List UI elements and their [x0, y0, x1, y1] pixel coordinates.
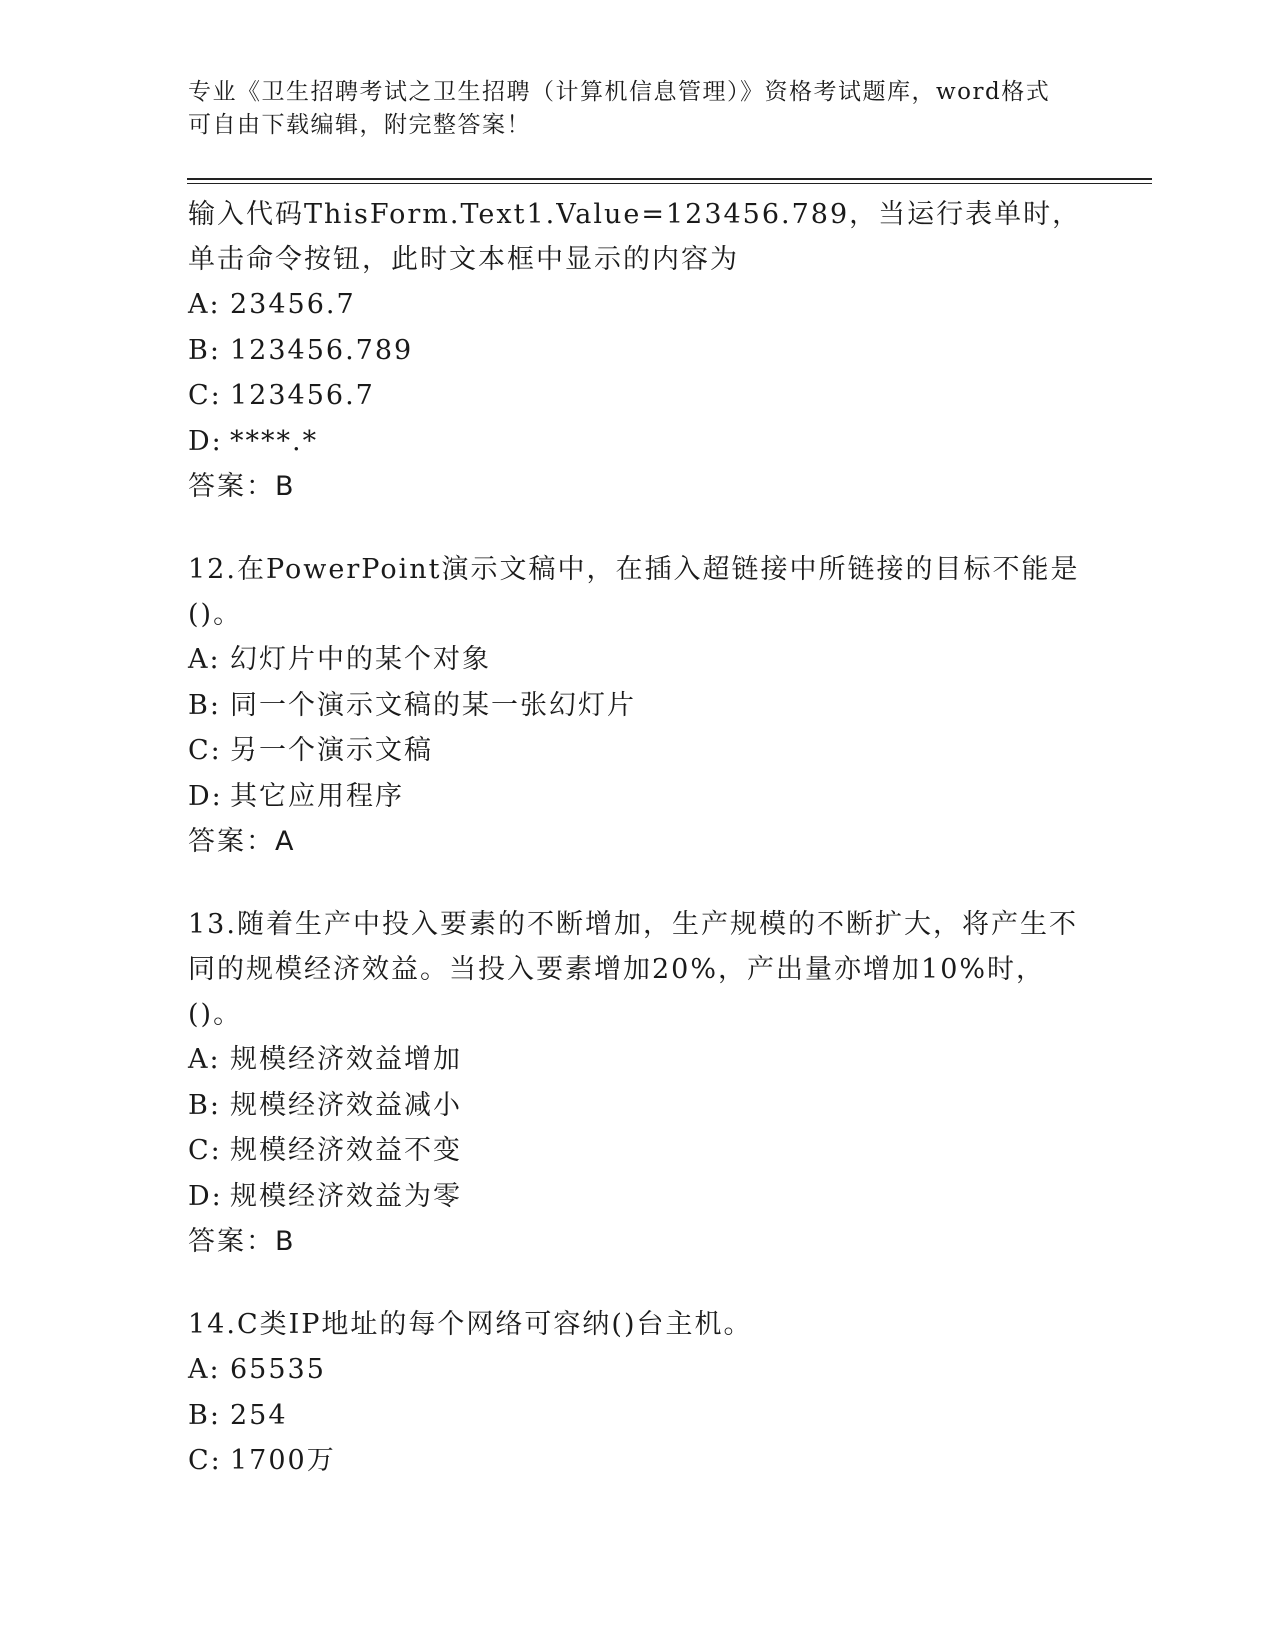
header-divider-thick — [187, 178, 1152, 180]
option-label: C: — [188, 1135, 222, 1166]
option-text: 规模经济效益减小 — [230, 1089, 462, 1121]
option-c — [188, 728, 1088, 774]
option-a — [188, 1037, 1088, 1083]
option-a — [188, 282, 1088, 328]
option-c — [188, 1438, 1088, 1484]
option-b — [188, 683, 1088, 729]
question-item — [188, 902, 1088, 1264]
question-text: 13.随着生产中投入要素的不断增加，生产规模的不断扩大，将产生不同的规模经济效益。当投入要素增加20%，产出量亦增加10%时，()。 — [188, 909, 1078, 1030]
option-a — [188, 1347, 1088, 1393]
option-a — [188, 637, 1088, 683]
option-text: 同一个演示文稿的某一张幻灯片 — [230, 689, 636, 721]
option-c — [188, 373, 1088, 419]
option-label: D: — [188, 780, 223, 812]
option-text: 幻灯片中的某个对象 — [230, 644, 491, 675]
option-text: 1700万 — [230, 1445, 336, 1476]
question-text: 14.C类IP地址的每个网络可容纳()台主机。 — [188, 1309, 753, 1340]
option-label: B: — [188, 1399, 221, 1431]
header-divider-thin — [187, 183, 1152, 184]
option-d — [188, 1174, 1088, 1220]
answer-line: 答案：A — [188, 826, 296, 857]
option-label: D: — [188, 425, 223, 457]
question-item — [188, 547, 1088, 864]
option-label: B: — [188, 334, 221, 366]
question-item — [188, 192, 1088, 509]
option-text: 另一个演示文稿 — [230, 735, 433, 766]
question-text: 12.在PowerPoint演示文稿中，在插入超链接中所链接的目标不能是()。 — [188, 554, 1080, 630]
option-text: 其它应用程序 — [230, 780, 404, 812]
option-text: 规模经济效益为零 — [230, 1180, 462, 1212]
option-label: D: — [188, 1180, 223, 1212]
option-c — [188, 1128, 1088, 1174]
option-label: B: — [188, 1089, 221, 1121]
option-text: 123456.789 — [230, 334, 414, 366]
answer-line: 答案：B — [188, 471, 296, 502]
option-label: A: — [188, 289, 221, 320]
question-text: 输入代码ThisForm.Text1.Value=123456.789，当运行表单时，单击命令按钮，此时文本框中显示的内容为 — [188, 199, 1082, 275]
document-header — [188, 76, 1088, 142]
option-text: 23456.7 — [230, 289, 356, 320]
option-b — [188, 1083, 1088, 1129]
question-item — [188, 1302, 1088, 1484]
option-d — [188, 419, 1088, 465]
option-label: C: — [188, 735, 222, 766]
question-list — [188, 192, 1088, 1484]
option-label: B: — [188, 689, 221, 721]
option-label: C: — [188, 1445, 222, 1476]
option-text: ****.* — [230, 425, 319, 457]
option-text: 65535 — [230, 1354, 326, 1385]
option-label: C: — [188, 380, 222, 411]
option-label: A: — [188, 644, 221, 675]
option-d — [188, 774, 1088, 820]
answer-line: 答案：B — [188, 1226, 296, 1257]
header-line-1: 专业《卫生招聘考试之卫生招聘（计算机信息管理）》资格考试题库，word格式 — [188, 79, 1051, 105]
option-label: A: — [188, 1354, 221, 1385]
option-text: 规模经济效益增加 — [230, 1044, 462, 1075]
option-text: 254 — [230, 1399, 288, 1431]
option-text: 规模经济效益不变 — [230, 1135, 462, 1166]
header-line-2: 可自由下载编辑，附完整答案！ — [188, 112, 531, 138]
option-b — [188, 328, 1088, 374]
option-text: 123456.7 — [230, 380, 375, 411]
option-label: A: — [188, 1044, 221, 1075]
option-b — [188, 1393, 1088, 1439]
